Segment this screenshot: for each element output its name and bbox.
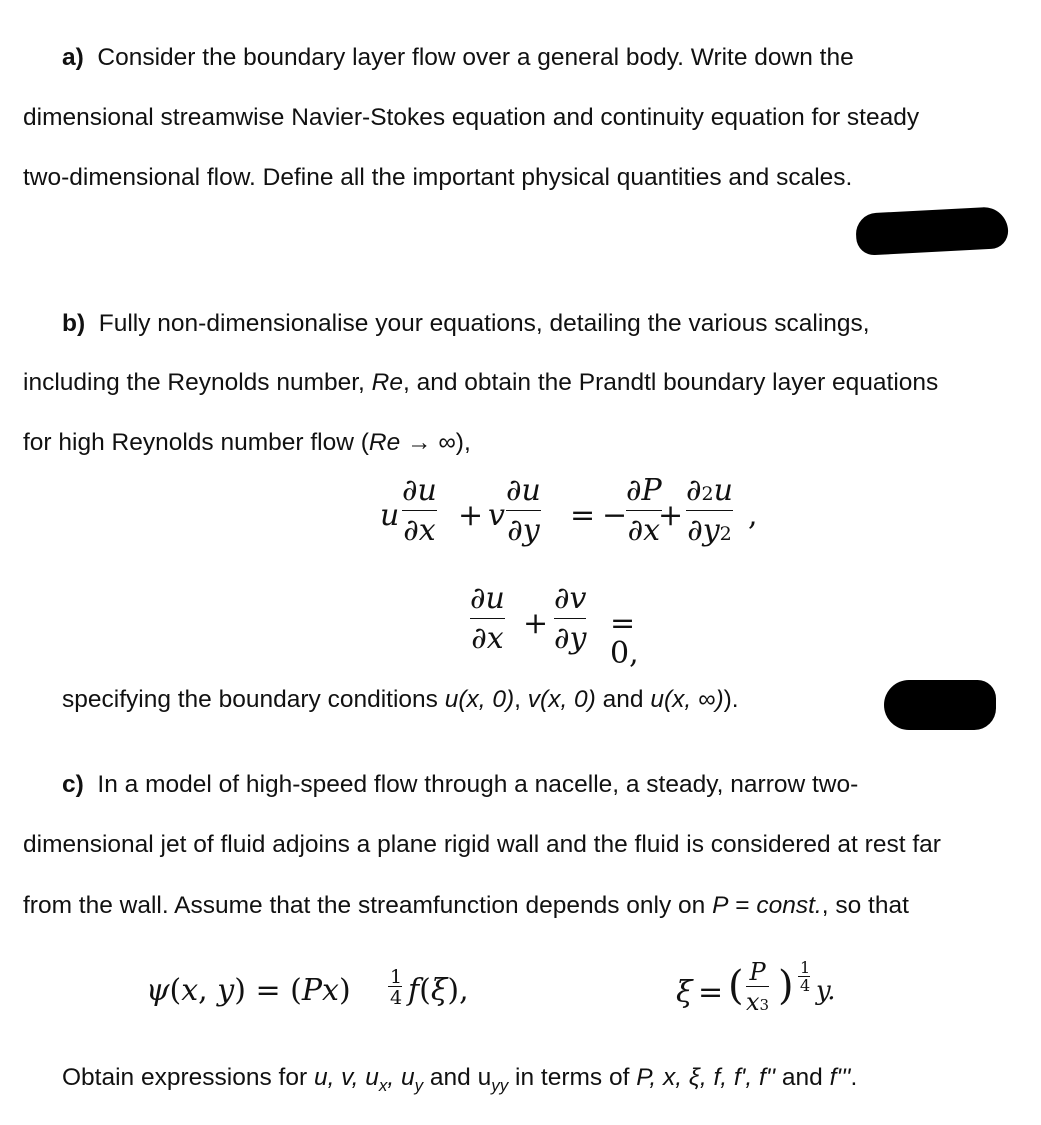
bc-u: u(x, 0) bbox=[444, 686, 515, 713]
part-c-line3-post: , so that bbox=[821, 892, 909, 919]
part-c-p: P bbox=[712, 892, 729, 919]
reynolds-symbol-2: Re bbox=[368, 429, 401, 456]
part-c-eq: = bbox=[728, 892, 757, 919]
final-terms: P, x, ξ, f, f', f'' bbox=[636, 1064, 776, 1091]
final-last: f''' bbox=[829, 1064, 851, 1091]
final-mid: in terms of bbox=[508, 1064, 637, 1091]
bc-and: and bbox=[595, 686, 651, 713]
final-and2: and bbox=[775, 1064, 830, 1091]
part-a-label: a) bbox=[62, 44, 84, 71]
bc-end: ). bbox=[723, 686, 739, 713]
momentum-equation: u ∂u ∂x + v ∂u ∂y = − ∂P ∂x + ∂2u ∂y2 , bbox=[380, 473, 758, 548]
bc-v: v(x, 0) bbox=[527, 686, 596, 713]
continuity-equation: ∂u ∂x + ∂v ∂y = 0, bbox=[470, 581, 639, 671]
part-b-text1: Fully non-dimensionalise your equations, detailing the various scalings, bbox=[98, 310, 870, 337]
part-b-line2-post: , and obtain the Prandtl boundary layer equations bbox=[403, 369, 939, 396]
final-vars: u, v, u bbox=[313, 1064, 379, 1091]
part-c-label: c) bbox=[62, 771, 84, 798]
final-end: . bbox=[850, 1064, 858, 1091]
bc-uinf: u(x, ∞) bbox=[650, 686, 724, 713]
final-sub-y: y bbox=[414, 1075, 424, 1095]
similarity-variable-equation: ξ = ( P x3 ) 1 4 y. bbox=[676, 958, 836, 1016]
part-b-line3-post: → ∞), bbox=[400, 429, 471, 456]
streamfunction-equation: ψ(x, y) = (Px) 1 4 f(ξ), bbox=[146, 966, 469, 1009]
part-a-line3: two-dimensional flow. Define all the important physical quantities and scales. bbox=[23, 164, 853, 191]
part-c-const: const. bbox=[756, 892, 822, 919]
final-and: and u bbox=[423, 1064, 492, 1091]
part-c-line3-pre: from the wall. Assume that the streamfunction depends only on bbox=[23, 892, 713, 919]
part-c-text1: In a model of high-speed flow through a nacelle, a steady, narrow two- bbox=[97, 771, 859, 798]
bc-sep: , bbox=[514, 686, 528, 713]
part-a-line2: dimensional streamwise Navier-Stokes equation and continuity equation for steady bbox=[23, 104, 920, 131]
final-sub-yy: yy bbox=[491, 1075, 509, 1095]
final-sep1: , u bbox=[387, 1064, 415, 1091]
part-a-text1: Consider the boundary layer flow over a general body. Write down the bbox=[97, 44, 854, 71]
final-pre: Obtain expressions for bbox=[62, 1064, 314, 1091]
reynolds-symbol: Re bbox=[371, 369, 403, 396]
final-sub-x: x bbox=[378, 1075, 388, 1095]
part-b-label: b) bbox=[62, 310, 86, 337]
part-b-line2-pre: including the Reynolds number, bbox=[23, 369, 372, 396]
part-c-line2: dimensional jet of fluid adjoins a plane rigid wall and the fluid is considered at rest far bbox=[23, 831, 941, 858]
part-b-line3-pre: for high Reynolds number flow ( bbox=[23, 429, 369, 456]
bc-pre: specifying the boundary conditions bbox=[62, 686, 445, 713]
part-c-final-instruction bbox=[62, 1066, 857, 1094]
